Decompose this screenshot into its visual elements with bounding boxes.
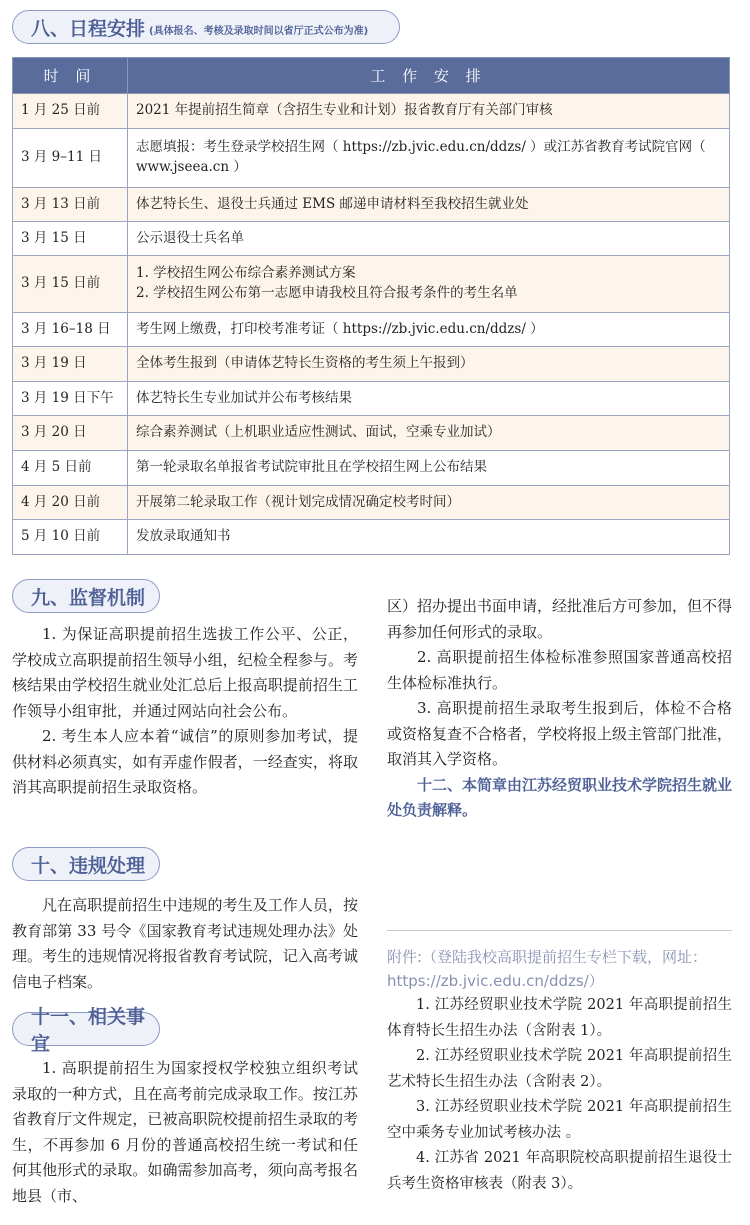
section-11-title: 十一、相关事宜 [31, 1006, 146, 1055]
row-task: 体艺特长生专业加试并公布考核结果 [128, 382, 730, 416]
section-10-header [12, 847, 160, 881]
row-task: 综合素养测试（上机职业适应性测试、面试，空乘专业加试） [128, 416, 730, 451]
annex-item: 3. 江苏经贸职业技术学院 2021 年高职提前招生空中乘务专业加试考核办法 。 [387, 1099, 732, 1141]
row-date: 3 月 15 日前 [13, 256, 128, 313]
row-task: 2021 年提前招生简章（含招生专业和计划）报省教育厅有关部门审核 [128, 94, 730, 129]
schedule-table [12, 57, 730, 555]
row-date: 3 月 19 日 [13, 347, 128, 382]
row-date: 3 月 16–18 日 [13, 313, 128, 347]
table-row [13, 188, 730, 222]
row-task: 1. 学校招生网公布综合素养测试方案 2. 学校招生网公布第一志愿申请我校且符合报考条件的考生名单 [128, 256, 730, 313]
row-task: 体艺特长生、退役士兵通过 EMS 邮递申请材料至我校招生就业处 [128, 188, 730, 222]
row-date: 3 月 19 日下午 [13, 382, 128, 416]
row-date: 3 月 20 日 [13, 416, 128, 451]
paragraph: 区）招办提出书面申请，经批准后方可参加，但不得再参加任何形式的录取。 [387, 597, 733, 641]
table-row [13, 486, 730, 520]
table-row [13, 313, 730, 347]
annex-item: 2. 江苏经贸职业技术学院 2021 年高职提前招生艺术特长生招生办法（含附表 2）。 [387, 1048, 732, 1090]
paragraph: 凡在高职提前招生中违规的考生及工作人员，按教育部第 33 号令《国家教育考试违规处理办法》处理。考生的违规情况将报省教育考试院，记入高考诚信电子档案。 [12, 896, 358, 991]
table-row [13, 416, 730, 451]
annex-block [387, 930, 732, 1197]
table-row [13, 129, 730, 188]
paragraph: 1. 高职提前招生为国家授权学校独立组织考试录取的一种方式，且在高考前完成录取工作。按江苏省教育厅文件规定，已被高职院校提前招生录取的考生，不再参加 6 月份的普通高校招生统一考试和任何其他形式的录取。如确需参加高考，须向高考报名地县（市、 [12, 1059, 358, 1205]
section-10-body [12, 893, 358, 995]
section-8-title: 八、日程安排 [31, 17, 146, 40]
row-date: 3 月 15 日 [13, 222, 128, 256]
section-10-title: 十、违规处理 [31, 854, 146, 877]
annex-item: 1. 江苏经贸职业技术学院 2021 年高职提前招生体育特长生招生办法（含附表 1）。 [387, 997, 732, 1039]
section-11-header [12, 1006, 160, 1055]
section-9-header [12, 579, 160, 613]
row-task: 公示退役士兵名单 [128, 222, 730, 256]
row-task: 全体考生报到（申请体艺特长生资格的考生须上午报到） [128, 347, 730, 382]
paragraph: 2. 考生本人应本着“诚信”的原则参加考试，提供材料必须真实，如有弄虚作假者，一经查实，将取消其高职提前招生录取资格。 [12, 727, 358, 796]
row-date: 3 月 13 日前 [13, 188, 128, 222]
row-task: 志愿填报：考生登录学校招生网（ https://zb.jvic.edu.cn/ddzs/ ）或江苏省教育考试院官网（ www.jseea.cn ） [128, 129, 730, 188]
table-row [13, 520, 730, 555]
row-task: 开展第二轮录取工作（视计划完成情况确定校考时间） [128, 486, 730, 520]
table-row [13, 256, 730, 313]
row-date: 5 月 10 日前 [13, 520, 128, 555]
section-9-title: 九、监督机制 [31, 586, 146, 609]
table-header-row [13, 58, 730, 94]
section-12-statement: 十二、本简章由江苏经贸职业技术学院招生就业处负责解释。 [387, 775, 733, 819]
section-9-body [12, 622, 358, 801]
table-row [13, 451, 730, 486]
annex-item: 4. 江苏省 2021 年高职院校高职提前招生退役士兵考生资格审核表（附表 3）。 [387, 1150, 732, 1192]
annex-heading: 附件:（登陆我校高职提前招生专栏下载，网址：https://zb.jvic.edu.cn/ddzs/） [387, 948, 708, 990]
col-header-work: 工 作 安 排 [128, 58, 730, 94]
row-task: 第一轮录取名单报省考试院审批且在学校招生网上公布结果 [128, 451, 730, 486]
section-8-note: (具体报名、考核及录取时间以省厅正式公布为准) [149, 25, 369, 37]
row-date: 3 月 9–11 日 [13, 129, 128, 188]
section-11-body-right [387, 594, 732, 824]
row-date: 4 月 5 日前 [13, 451, 128, 486]
section-8-header [12, 10, 400, 44]
table-row [13, 222, 730, 256]
row-date: 4 月 20 日前 [13, 486, 128, 520]
table-row [13, 94, 730, 129]
col-header-time: 时 间 [13, 58, 128, 94]
table-row [13, 347, 730, 382]
section-11-body-left [12, 1056, 358, 1209]
paragraph: 2. 高职提前招生体检标准参照国家普通高校招生体检标准执行。 [387, 648, 732, 692]
row-task: 考生网上缴费，打印校考准考证（ https://zb.jvic.edu.cn/ddzs/ ） [128, 313, 730, 347]
table-row [13, 382, 730, 416]
paragraph: 3. 高职提前招生录取考生报到后，体检不合格或资格复查不合格者，学校将报上级主管部门批准，取消其入学资格。 [387, 699, 733, 768]
row-task: 发放录取通知书 [128, 520, 730, 555]
row-date: 1 月 25 日前 [13, 94, 128, 129]
paragraph: 1. 为保证高职提前招生选拔工作公平、公正，学校成立高职提前招生领导小组，纪检全程参与。考核结果由学校招生就业处汇总后上报高职提前招生工作领导小组审批，并通过网站向社会公布。 [12, 625, 358, 720]
